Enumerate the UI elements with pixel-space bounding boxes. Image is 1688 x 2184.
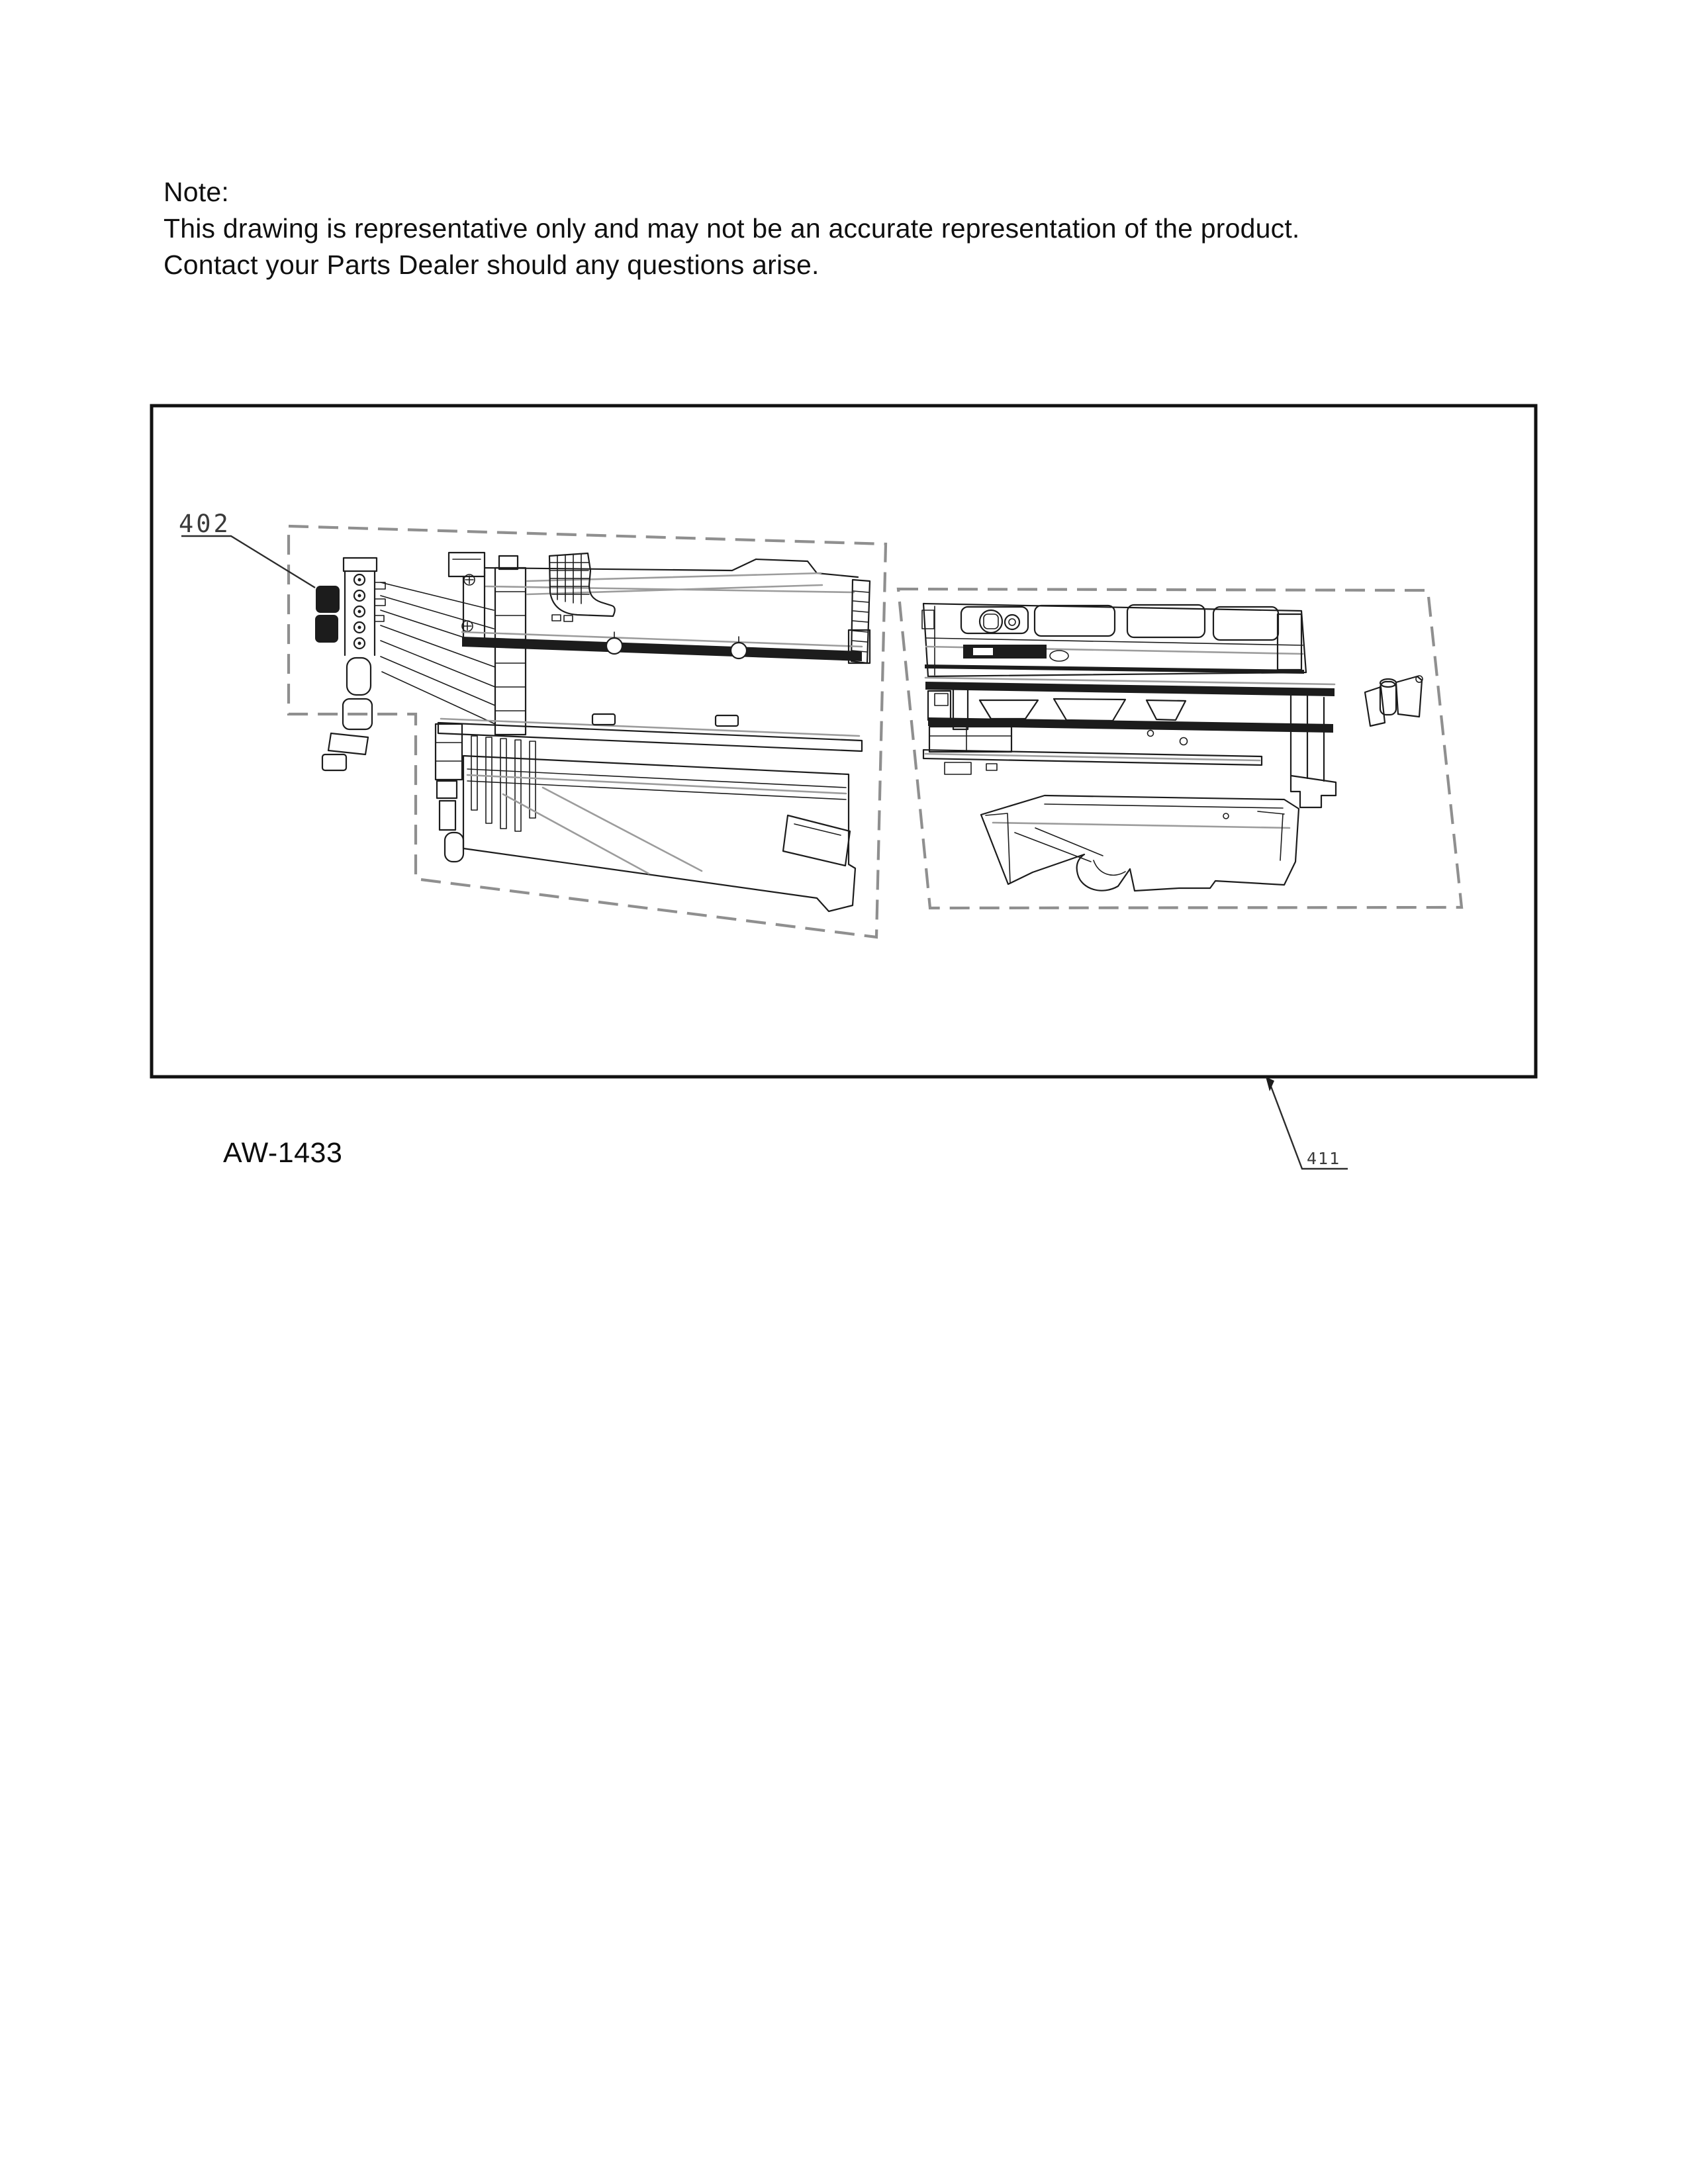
- figure-code-label: AW-1433: [223, 1137, 343, 1169]
- drawer-mid-frame-drawing: [923, 678, 1336, 807]
- water-valve-assembly-drawing: [315, 556, 526, 770]
- callout-402-leader: [181, 536, 315, 588]
- drawer-top-tray-drawing: [922, 604, 1306, 676]
- mounting-bracket-drawing: [1365, 676, 1423, 726]
- figure-border: [152, 406, 1536, 1077]
- callout-411-label: 411: [1307, 1149, 1341, 1168]
- note-line-1: This drawing is representative only and may not be an accurate representation of the product.: [164, 213, 1300, 244]
- dispenser-housing-drawing: [436, 714, 862, 911]
- drawer-body-drawing: [981, 796, 1299, 891]
- callout-402-label: 402: [179, 510, 231, 538]
- note-heading: Note:: [164, 177, 229, 207]
- note-line-2: Contact your Parts Dealer should any questions arise.: [164, 250, 820, 280]
